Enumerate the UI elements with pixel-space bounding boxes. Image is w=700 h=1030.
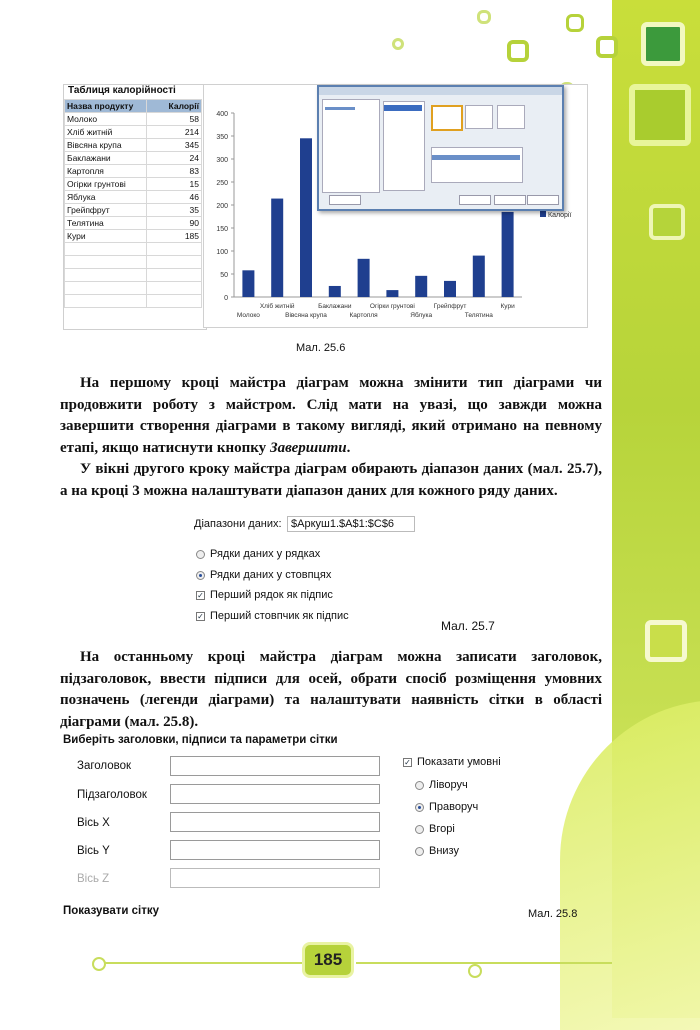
y-tick-label: 0: [224, 295, 228, 302]
option-label: Внизу: [429, 845, 459, 857]
dialog-button: [494, 195, 526, 205]
decor-square-icon: [629, 84, 691, 146]
option-label: Ліворуч: [429, 779, 468, 791]
decor-square-icon: [566, 14, 584, 32]
figure-caption: Мал. 25.6: [296, 342, 346, 354]
x-axis-label: Вісь X: [77, 817, 110, 829]
chart-bar: [300, 138, 312, 297]
paragraph: [60, 373, 602, 502]
table-cell: Баклажани: [65, 152, 147, 165]
table-cell: 345: [147, 139, 202, 152]
decor-square-icon: [477, 10, 491, 24]
subtitle-label: Підзаголовок: [77, 789, 147, 801]
table-cell: [65, 256, 147, 269]
range-label: Діапазони даних:: [194, 518, 282, 530]
radio-icon[interactable]: [196, 550, 205, 559]
legend-left-option[interactable]: [415, 779, 468, 791]
check-label: Перший стовпчик як підпис: [210, 610, 349, 622]
table-cell: Вівсяна крупа: [65, 139, 147, 152]
table-cell: [65, 269, 147, 282]
panel-heading: Виберіть заголовки, підписи та параметри сітки: [63, 734, 338, 746]
table-cell: Яблука: [65, 191, 147, 204]
table-cell: [147, 256, 202, 269]
x-axis-input[interactable]: [170, 812, 380, 832]
page-number: 185: [302, 942, 354, 978]
table-cell: [147, 269, 202, 282]
decor-square-icon: [641, 22, 685, 66]
range-input[interactable]: $Аркуш1.$A$1:$C$6: [287, 516, 415, 532]
table-cell: Грейпфрут: [65, 204, 147, 217]
table-title: Таблиця калорійності: [68, 85, 176, 96]
table-cell: 15: [147, 178, 202, 191]
table-cell: Телятина: [65, 217, 147, 230]
table-cell: [65, 282, 147, 295]
y-axis-label: Вісь Y: [77, 845, 110, 857]
y-tick-label: 50: [220, 272, 228, 279]
x-tick-label: Молоко: [236, 312, 260, 319]
paragraph-text: .: [346, 439, 351, 456]
option-label: Рядки даних у рядках: [210, 548, 321, 560]
decor-square-icon: [596, 36, 618, 58]
dialog-type-list: [383, 101, 425, 191]
subtitle-input[interactable]: [170, 784, 380, 804]
y-tick-label: 350: [216, 134, 228, 141]
chart-bar: [386, 290, 398, 297]
range-row: [194, 516, 415, 532]
table-cell: 185: [147, 230, 202, 243]
option-label: Рядки даних у стовпцях: [210, 569, 332, 581]
dialog-titlebar: [319, 87, 562, 95]
x-tick-label: Хліб житній: [259, 303, 295, 310]
table-cell: 58: [147, 113, 202, 126]
decor-square-icon: [645, 620, 687, 662]
legend-swatch: [540, 211, 546, 217]
option-label: Вгорі: [429, 823, 455, 835]
chart-bar: [358, 259, 370, 297]
radio-icon[interactable]: [415, 847, 424, 856]
calorie-table: [63, 84, 207, 330]
decor-line: [356, 962, 612, 964]
y-tick-label: 300: [216, 157, 228, 164]
x-tick-label: Вівсяна крупа: [285, 312, 327, 319]
x-tick-label: Телятина: [464, 312, 493, 319]
decor-dot-icon: [468, 964, 482, 978]
checkbox-checked-icon[interactable]: ✓: [197, 590, 204, 600]
first-column-label-check[interactable]: [196, 610, 349, 622]
chart-type-icon: [465, 105, 493, 129]
radio-selected-icon[interactable]: [415, 803, 424, 812]
chart-bar: [415, 276, 427, 297]
dialog-type-highlight: [384, 105, 422, 111]
paragraph-text: На першому кроці майстра діаграм можна змінити тип діаграми чи продовжити роботу з майстром. Слід мати на увазі, що завжди можна завершити створення діаграми в такому вигляді, який отримано на певному етапі, якщо натиснути кнопку: [60, 375, 602, 456]
legend-label: Калорії: [548, 212, 572, 219]
table-cell: Огірки грунтові: [65, 178, 147, 191]
table-header: Назва продукту: [65, 100, 147, 113]
table-cell: 35: [147, 204, 202, 217]
chart-bar: [473, 256, 485, 297]
figure-caption: Мал. 25.7: [441, 619, 495, 633]
y-tick-label: 250: [216, 180, 228, 187]
decor-square-icon: [649, 204, 685, 240]
chart-bar: [444, 281, 456, 297]
legend-right-option[interactable]: [415, 801, 478, 813]
table-cell: [65, 243, 147, 256]
radio-icon[interactable]: [415, 825, 424, 834]
emphasis-button-name: Завершити: [269, 439, 347, 456]
table-cell: [147, 282, 202, 295]
chart-bar: [242, 270, 254, 297]
x-tick-label: Грейпфрут: [433, 303, 467, 310]
series-in-rows-option[interactable]: [196, 548, 320, 560]
x-tick-label: Кури: [500, 303, 515, 310]
checkbox-checked-icon[interactable]: ✓: [404, 757, 411, 767]
z-axis-label: Вісь Z: [77, 873, 110, 885]
x-tick-label: Картопля: [349, 312, 378, 319]
dialog-button: [329, 195, 361, 205]
y-tick-label: 400: [216, 111, 228, 118]
legend-bottom-option[interactable]: [415, 845, 459, 857]
check-label: Перший рядок як підпис: [210, 589, 333, 601]
checkbox-checked-icon[interactable]: ✓: [197, 611, 204, 621]
chart-bar: [329, 286, 341, 297]
figure-caption: Мал. 25.8: [528, 908, 578, 920]
chart-bar: [502, 212, 514, 297]
table-cell: Кури: [65, 230, 147, 243]
table-header: Калорії: [147, 100, 202, 113]
table-cell: 90: [147, 217, 202, 230]
y-axis-input[interactable]: [170, 840, 380, 860]
y-tick-label: 200: [216, 203, 228, 210]
decor-line: [97, 962, 302, 964]
titles-panel: [60, 730, 600, 925]
first-row-label-check[interactable]: [196, 589, 333, 601]
table-cell: 214: [147, 126, 202, 139]
y-tick-label: 150: [216, 226, 228, 233]
table-cell: 46: [147, 191, 202, 204]
grid-section-label: Показувати сітку: [63, 905, 159, 917]
series-in-columns-option[interactable]: [196, 569, 331, 581]
dialog-steps-highlight: [325, 107, 355, 110]
table-cell: Картопля: [65, 165, 147, 178]
chart-wizard-dialog: [317, 85, 564, 211]
table-cell: [65, 295, 147, 308]
y-tick-label: 100: [216, 249, 228, 256]
radio-icon[interactable]: [415, 781, 424, 790]
table-cell: 24: [147, 152, 202, 165]
data-range-panel: [190, 514, 418, 632]
option-label: Праворуч: [429, 801, 479, 813]
x-tick-label: Яблука: [410, 312, 433, 319]
x-tick-label: Баклажани: [318, 303, 352, 310]
table-cell: 83: [147, 165, 202, 178]
paragraph-text: На останньому кроці майстра діаграм можна записати заголовок, підзаголовок, ввести підписи для осей, обрати спосіб розміщення умовних позначень (легенди діаграми) та налаштувати наявність сітки в області діаграми (мал. 25.8).: [60, 649, 602, 730]
dialog-list: [431, 147, 523, 183]
table-cell: Хліб житній: [65, 126, 147, 139]
chart-type-icon: [431, 105, 463, 131]
paragraph: [60, 647, 602, 733]
dialog-button: [459, 195, 491, 205]
x-tick-label: Огірки грунтові: [369, 303, 415, 310]
table-cell: [147, 295, 202, 308]
dialog-steps-panel: [322, 99, 380, 193]
legend-top-option[interactable]: [415, 823, 455, 835]
radio-selected-icon[interactable]: [196, 571, 205, 580]
paragraph-text: У вікні другого кроку майстра діаграм обирають діапазон даних (мал. 25.7), а на кроці 3 можна налаштувати діапазон даних для кожного ряду даних.: [60, 461, 602, 499]
dialog-list-highlight: [432, 155, 520, 160]
show-legend-check[interactable]: [403, 756, 501, 768]
table-cell: [147, 243, 202, 256]
check-label: Показати умовні: [417, 756, 501, 768]
dialog-button: [527, 195, 559, 205]
decor-square-icon: [507, 40, 529, 62]
chart-type-icon: [497, 105, 525, 129]
decor-dot-icon: [92, 957, 106, 971]
title-input[interactable]: [170, 756, 380, 776]
decor-square-icon: [392, 38, 404, 50]
chart-bar: [271, 199, 283, 297]
title-label: Заголовок: [77, 760, 132, 772]
table-cell: Молоко: [65, 113, 147, 126]
z-axis-input: [170, 868, 380, 888]
